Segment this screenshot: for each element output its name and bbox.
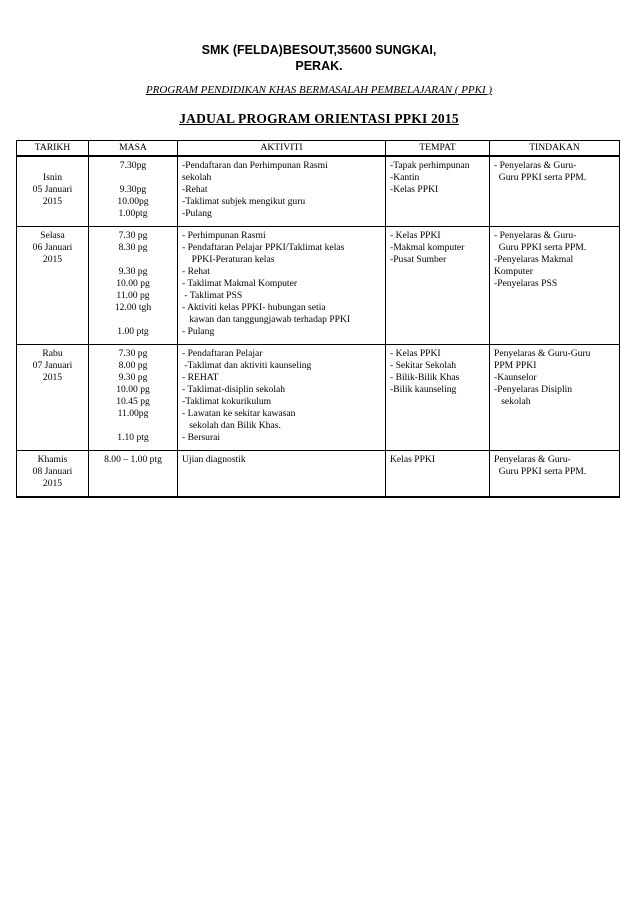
cell-tindakan: [490, 156, 620, 227]
masa-line: 10.00 pg: [116, 384, 150, 395]
school-line-2: PERAK.: [295, 59, 343, 73]
school-name: [0, 42, 638, 74]
tindakan-line: PPM PPKI: [494, 360, 537, 371]
masa-line: 8.30 pg: [118, 242, 148, 253]
aktiviti-line: - Aktiviti kelas PPKI- hubungan setia: [182, 302, 326, 313]
masa-line: 10.00pg: [117, 196, 149, 207]
tarikh-line: 05 Januari: [32, 184, 73, 195]
schedule-table: [16, 140, 620, 498]
tarikh-line: Selasa: [40, 230, 65, 241]
masa-line: 10.00 pg: [116, 278, 150, 289]
aktiviti-line: -Pendaftaran dan Perhimpunan Rasmi: [182, 160, 328, 171]
masa-line: 11.00pg: [117, 408, 149, 419]
tindakan-line: - Penyelaras & Guru-: [494, 230, 577, 241]
tindakan-line: Guru PPKI serta PPM.: [494, 466, 587, 477]
masa-line: 7.30 pg: [118, 230, 148, 241]
tempat-line: -Kantin: [390, 172, 420, 183]
aktiviti-line: - Pendaftaran Pelajar: [182, 348, 263, 359]
masa-line: [93, 254, 173, 266]
tarikh-line: 08 Januari: [32, 466, 73, 477]
masa-line: 11.00 pg: [116, 290, 150, 301]
aktiviti-line: kawan dan tanggungjawab terhadap PPKI: [182, 314, 351, 325]
table-row: [17, 451, 620, 498]
cell-aktiviti: [178, 451, 386, 498]
cell-tindakan: [490, 451, 620, 498]
column-header-tarikh: TARIKH: [17, 141, 89, 157]
cell-tempat: [386, 451, 490, 498]
cell-tarikh: [17, 156, 89, 227]
cell-aktiviti: [178, 156, 386, 227]
aktiviti-line: - Taklimat PSS: [182, 290, 243, 301]
tempat-line: - Bilik-Bilik Khas: [390, 372, 460, 383]
column-header-aktiviti: AKTIVITI: [178, 141, 386, 157]
tindakan-line: -Penyelaras Disiplin: [494, 384, 573, 395]
masa-line: 7.30pg: [119, 160, 147, 171]
aktiviti-line: PPKI-Peraturan kelas: [182, 254, 275, 265]
aktiviti-line: - Rehat: [182, 266, 210, 277]
aktiviti-line: sekolah: [182, 172, 212, 183]
column-header-masa: MASA: [89, 141, 178, 157]
schedule-body: [17, 156, 620, 497]
masa-line: [93, 314, 173, 326]
cell-tindakan: [490, 345, 620, 451]
tindakan-line: Penyelaras & Guru-: [494, 454, 571, 465]
tarikh-line: 2015: [42, 196, 63, 207]
tindakan-line: -Penyelaras PSS: [494, 278, 558, 289]
tindakan-line: Komputer: [494, 266, 533, 277]
tempat-line: - Sekitar Sekolah: [390, 360, 457, 371]
aktiviti-line: - Perhimpunan Rasmi: [182, 230, 266, 241]
cell-masa: [89, 451, 178, 498]
aktiviti-line: Ujian diagnostik: [182, 454, 246, 465]
tarikh-line: 07 Januari: [32, 360, 73, 371]
tindakan-line: - Penyelaras & Guru-: [494, 160, 577, 171]
masa-line: 10.45 pg: [116, 396, 150, 407]
cell-tarikh: [17, 345, 89, 451]
cell-tempat: [386, 156, 490, 227]
aktiviti-line: -Pulang: [182, 208, 212, 219]
tempat-line: -Makmal komputer: [390, 242, 465, 253]
masa-line: 1.00 ptg: [117, 326, 149, 337]
masa-line: 8.00 – 1.00 ptg: [104, 454, 162, 465]
masa-line: [93, 420, 173, 432]
masa-line: 9.30 pg: [118, 372, 148, 383]
tempat-line: -Pusat Sumber: [390, 254, 447, 265]
cell-aktiviti: [178, 227, 386, 345]
tarikh-line: 2015: [42, 372, 63, 383]
cell-tempat: [386, 345, 490, 451]
masa-line: 1.10 ptg: [117, 432, 149, 443]
masa-line: 9.30 pg: [118, 266, 148, 277]
tarikh-line: 2015: [42, 478, 63, 489]
tindakan-line: sekolah: [494, 396, 531, 407]
tempat-line: -Tapak perhimpunan: [390, 160, 470, 171]
aktiviti-line: sekolah dan Bilik Khas.: [182, 420, 281, 431]
tempat-line: -Bilik kaunseling: [390, 384, 457, 395]
document-title: JADUAL PROGRAM ORIENTASI PPKI 2015: [179, 111, 459, 126]
table-header-row: [17, 141, 620, 157]
aktiviti-line: - Bersurai: [182, 432, 221, 443]
masa-line: 9.30pg: [119, 184, 147, 195]
masa-line: 12.00 tgh: [114, 302, 152, 313]
tindakan-line: Penyelaras & Guru-Guru: [494, 348, 591, 359]
tarikh-line: Khamis: [37, 454, 68, 465]
tarikh-line: 06 Januari: [32, 242, 73, 253]
cell-tempat: [386, 227, 490, 345]
tindakan-line: -Kaunselor: [494, 372, 537, 383]
column-header-tindakan: TINDAKAN: [490, 141, 620, 157]
aktiviti-line: -Taklimat subjek mengikut guru: [182, 196, 306, 207]
masa-line: 8.00 pg: [118, 360, 148, 371]
tindakan-line: Guru PPKI serta PPM.: [494, 242, 587, 253]
aktiviti-line: -Taklimat kokurikulum: [182, 396, 272, 407]
cell-tarikh: [17, 227, 89, 345]
aktiviti-line: -Taklimat dan aktiviti kaunseling: [182, 360, 312, 371]
cell-tindakan: [490, 227, 620, 345]
cell-tarikh: [17, 451, 89, 498]
aktiviti-line: - Taklimat-disiplin sekolah: [182, 384, 286, 395]
aktiviti-line: - REHAT: [182, 372, 219, 383]
table-row: [17, 156, 620, 227]
program-name: PROGRAM PENDIDIKAN KHAS BERMASALAH PEMBELAJARAN ( PPKI ): [145, 84, 493, 96]
tarikh-line: Isnin: [42, 172, 63, 183]
tempat-line: -Kelas PPKI: [390, 184, 439, 195]
tindakan-line: Guru PPKI serta PPM.: [494, 172, 587, 183]
tindakan-line: -Penyelaras Makmal: [494, 254, 574, 265]
tempat-line: - Kelas PPKI: [390, 230, 441, 241]
cell-aktiviti: [178, 345, 386, 451]
cell-masa: [89, 227, 178, 345]
aktiviti-line: - Lawatan ke sekitar kawasan: [182, 408, 296, 419]
masa-line: [93, 172, 173, 184]
cell-masa: [89, 345, 178, 451]
tarikh-line: Rabu: [42, 348, 63, 359]
masa-line: 1.00ptg: [118, 208, 148, 219]
school-line-1: SMK (FELDA)BESOUT,35600 SUNGKAI,: [201, 43, 437, 57]
table-row: [17, 227, 620, 345]
tempat-line: Kelas PPKI: [390, 454, 436, 465]
aktiviti-line: -Rehat: [182, 184, 208, 195]
aktiviti-line: - Pendaftaran Pelajar PPKI/Taklimat kelas: [182, 242, 345, 253]
tarikh-line: [21, 160, 84, 172]
aktiviti-line: - Pulang: [182, 326, 215, 337]
tempat-line: - Kelas PPKI: [390, 348, 441, 359]
table-row: [17, 345, 620, 451]
aktiviti-line: - Taklimat Makmal Komputer: [182, 278, 298, 289]
masa-line: 7.30 pg: [118, 348, 148, 359]
cell-masa: [89, 156, 178, 227]
tarikh-line: 2015: [42, 254, 63, 265]
column-header-tempat: TEMPAT: [386, 141, 490, 157]
